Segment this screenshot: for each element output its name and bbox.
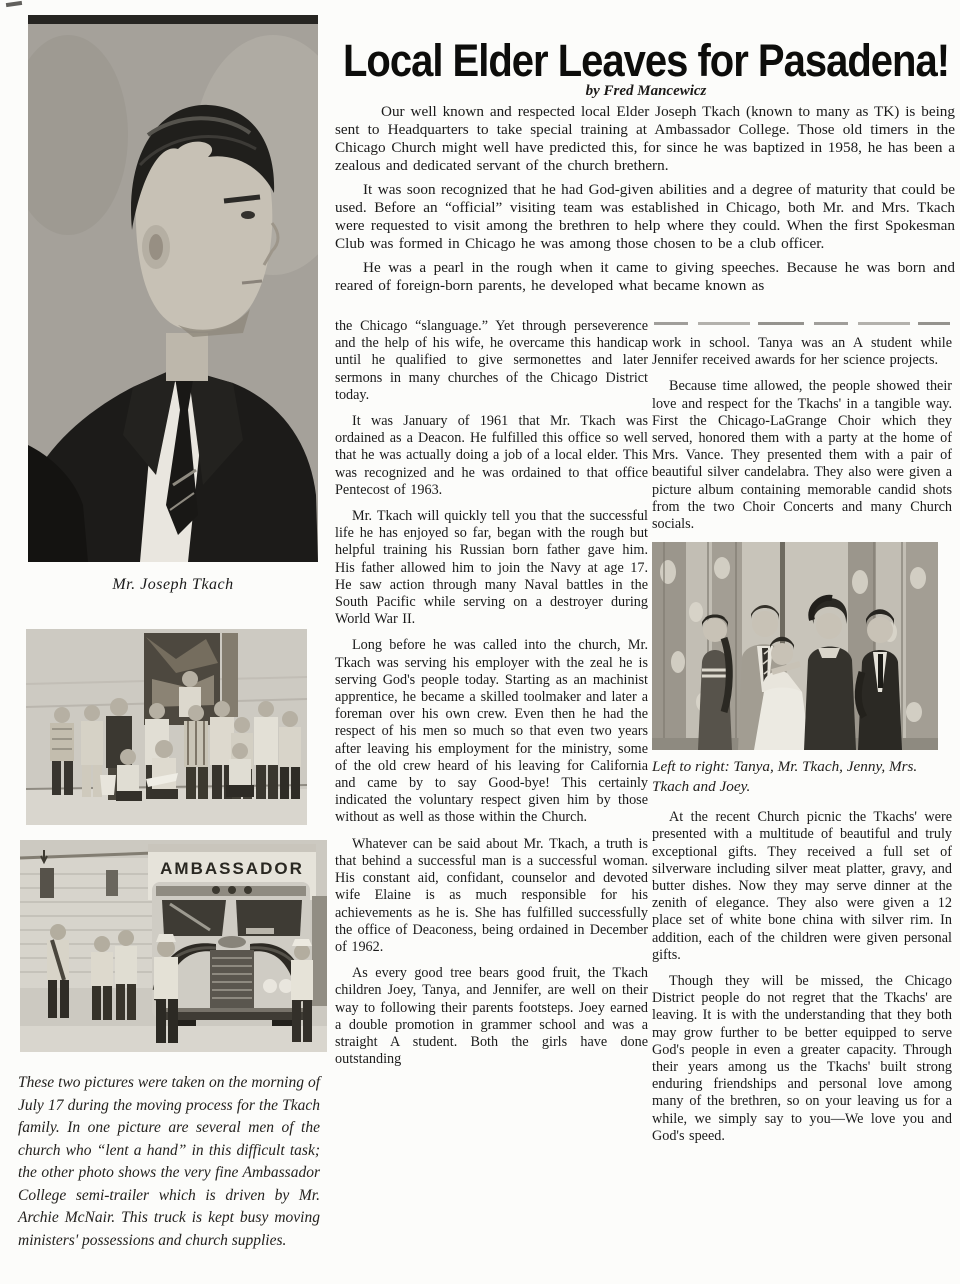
print-smudge-rule xyxy=(654,322,950,325)
article-right-column xyxy=(652,318,952,1154)
body-paragraph: Whatever can be said about Mr. Tkach, a truth is that behind a successful man is a successful woman. His constant aid, confidant, counselor and devoted wife Elaine is as much responsible for his achievements as he is. She has fulfilled successfully the office of Deaconess, being ordained in December of 1962. xyxy=(335,835,648,955)
article-left-column xyxy=(335,318,648,1077)
truck-photo xyxy=(20,840,327,1052)
portrait-photo xyxy=(28,15,318,562)
article-title: Local Elder Leaves for Pasadena! xyxy=(342,36,950,87)
body-paragraph: work in school. Tanya was an A student while Jennifer received awards for her science projects. xyxy=(652,335,952,369)
body-paragraph: It was January of 1961 that Mr. Tkach was ordained as a Deacon. He fulfilled this office so well that he was actually doing a job of a local elder. This was recognized and he was ordained to that office Pentecost of 1963. xyxy=(335,413,648,498)
body-paragraph: As every good tree bears good fruit, the Tkach children Joey, Tanya, and Jennifer, are well on their way to following their parents footsteps. Joey earned a double promotion in grammer school and was a straight A student. Both the girls have done outstanding xyxy=(335,965,648,1068)
family-photo-figure xyxy=(652,542,952,797)
left-photo-rail xyxy=(0,0,335,1284)
body-paragraph: the Chicago “slanguage.” Yet through perseverence and the help of his wife, he overcame this handicap until he qualified to give sermonettes and later sermons in many churches of the Chicago District today. xyxy=(335,318,648,403)
moving-photos-caption: These two pictures were taken on the morning of July 17 during the moving process for the Tkach family. In one picture are several men of the church who “lent a hand” in this difficult task; the other photo shows the very fine Ambassador College semi-trailer which is driven by Mr. Archie McNair. This truck is kept busy moving ministers' possessions and church supplies. xyxy=(18,1074,320,1249)
family-photo xyxy=(652,542,938,750)
intro-paragraph: He was a pearl in the rough when it came to giving speeches. Because he was born and reared of foreign-born parents, he developed what became known as xyxy=(335,259,955,294)
body-paragraph: Though they will be missed, the Chicago District people do not regret that the Tkachs' are leaving. It is with the understanding that they both may grow further to be better equipped to serve God's people in even a greater capacity. Through their years among us the Tkachs' built strong enduring friendships and personal love among many of the brethren, so on your leaving us for a while, we simply say to you—We love you and God's speed. xyxy=(652,973,952,1144)
body-paragraph: At the recent Church picnic the Tkachs' were presented with a multitude of beautiful and truly exceptional gifts. They received a full set of silverware including silver meat platter, gravy, and butter dishes. Now they may serve dinner at the zenith of elegance. They also were given a 12 place set of white bone china with silver rim. In addition, each of the children were given personal gifts. xyxy=(652,809,952,963)
article-intro xyxy=(335,103,955,301)
body-paragraph: Long before he was called into the church, Mr. Tkach was serving his employer with the zeal he is serving God's people today. Starting as an machinist apprentice, he became a skilled toolmaker and later a foreman over his own crew. Even then he had the respect of his men so much so that even two years after leaving his employment for the ministry, some of the old crew heard of his leaving for California and came by to say Good-bye! This certainly indicated the voluntary respect given him by those without as well as those within the Church. xyxy=(335,637,648,826)
portrait-caption: Mr. Joseph Tkach xyxy=(112,576,234,593)
family-photo-caption: Left to right: Tanya, Mr. Tkach, Jenny, Mrs. Tkach and Joey. xyxy=(652,758,918,796)
moving-crew-photo xyxy=(26,629,307,825)
article-byline: by Fred Mancewicz xyxy=(585,83,707,99)
body-paragraph: Mr. Tkach will quickly tell you that the successful life he has enjoyed so far, began with the rough but helpful training his Russian born father gave him. His father allowed him to join the Navy at age 17. He saw action through many Naval battles in the South Pacific while serving on a destroyer during World War II. xyxy=(335,508,648,628)
intro-paragraph: It was soon recognized that he had God-given abilities and a degree of maturity that could be used. Before an “official” visiting team was established in Chicago, both Mr. and Mrs. Tkach were requested to visit among the brethren to help where they could. When the first Spokesman Club was formed in Chicago he was among those chosen to be a club officer. xyxy=(335,181,955,252)
intro-paragraph: Our well known and respected local Elder Joseph Tkach (known to many as TK) is being sent to Headquarters to take special training at Ambassador College. Those old timers in the Chicago Church might well have predicted this, for since he was baptized in 1958, he has been a zealous and dedicated servant of the church brethern. xyxy=(335,103,955,174)
truck-signage-text: AMBASSADOR xyxy=(160,859,304,878)
body-paragraph: Because time allowed, the people showed their love and respect for the Tkachs' in a tangible way. First the Chicago-LaGrange Choir which they served, honored them with a party at the home of Mrs. Vance. They presented them with a pair of beautiful silver candelabra. They also were given a picture album containing memorable candid shots from the two Choir Concerts and many Church socials. xyxy=(652,378,952,533)
